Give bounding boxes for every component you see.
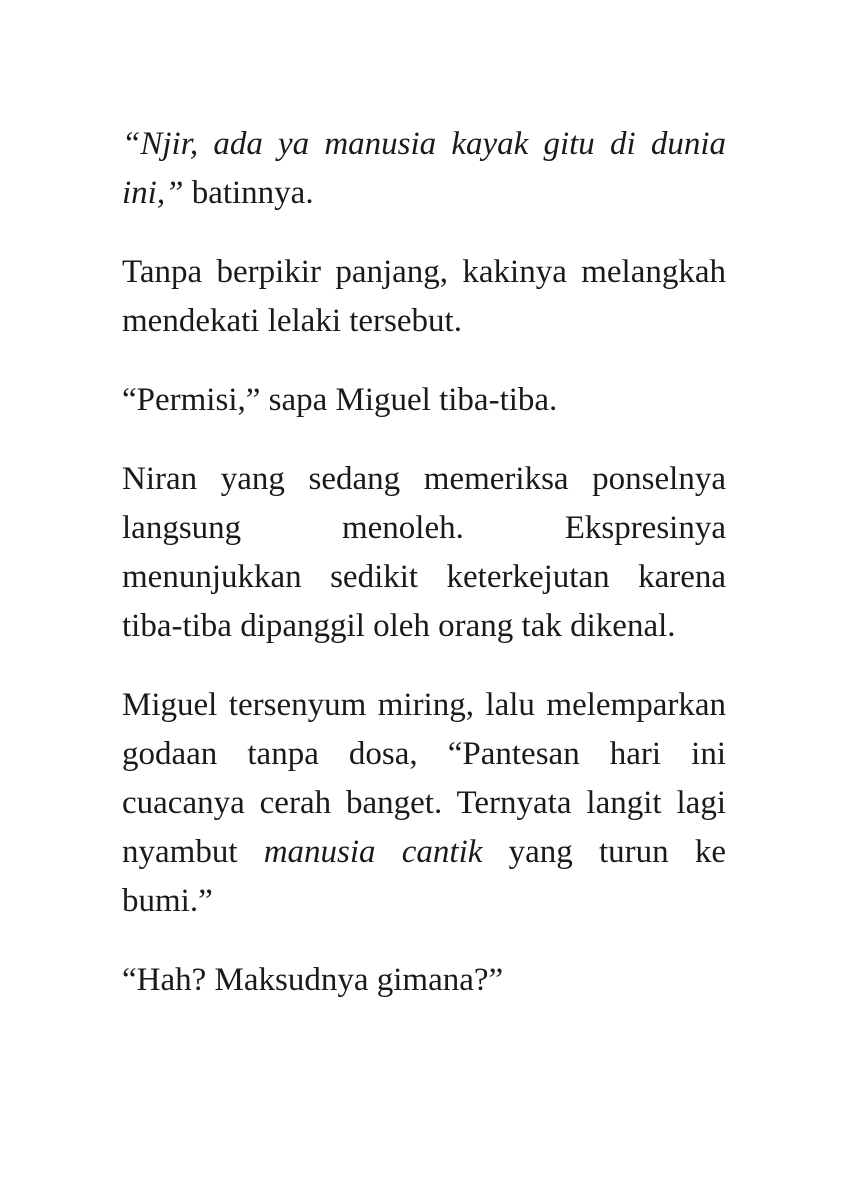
dialogue-text: “Permisi,” sapa Miguel tiba-tiba. [122,382,558,418]
narration-text: batinnya. [183,175,314,211]
narration-text: Miguel tersenyum miring, lalu melemparkan godaan tanpa dosa, “Pantesan hari ini cuacanya cerah banget. Ternyata langit lagi nyambut [122,687,726,870]
paragraph-3 [122,376,726,425]
emphasis-text: manusia cantik [263,834,483,870]
document-page [122,120,726,1005]
paragraph-2 [122,248,726,346]
paragraph-4 [122,455,726,651]
narration-text: Tanpa berpikir panjang, kakinya melangkah mendekati lelaki tersebut. [122,254,726,339]
paragraph-5 [122,681,726,926]
inner-thought-text: “Njir, ada ya manusia kayak gitu di dunia ini,” [122,126,726,211]
narration-text: Niran yang sedang memeriksa ponselnya langsung menoleh. Ekspresinya menunjukkan sedikit keterkejutan karena tiba-tiba dipanggil oleh orang tak dikenal. [122,461,726,644]
narration-text: yang turun ke bumi.” [122,834,727,919]
dialogue-text: “Hah? Maksudnya gimana?” [122,962,504,998]
paragraph-1 [122,120,726,218]
paragraph-6 [122,956,726,1005]
